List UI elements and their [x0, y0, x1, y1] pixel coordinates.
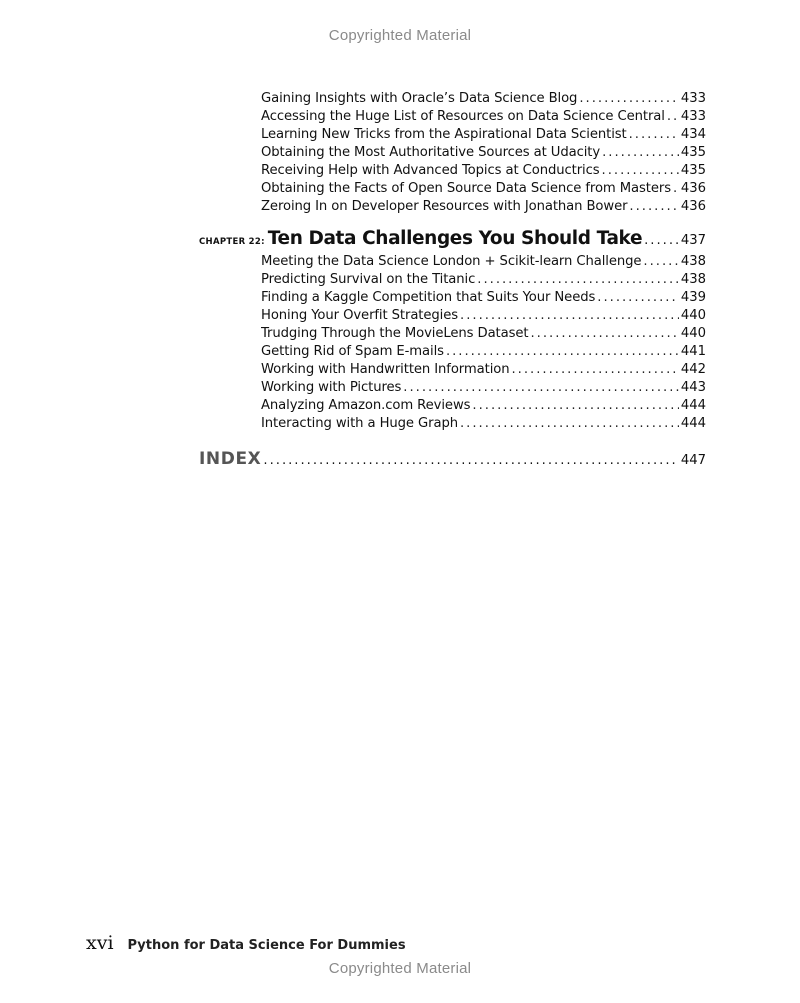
page-number: xvi — [86, 932, 114, 954]
dot-leader — [602, 162, 679, 180]
dot-leader — [579, 90, 678, 108]
toc-entry-title: Gaining Insights with Oracle’s Data Science Blog — [261, 91, 578, 106]
dot-leader — [263, 453, 678, 468]
toc-entry-page: 440 — [680, 308, 706, 323]
toc-entry-title: Trudging Through the MovieLens Dataset — [261, 326, 529, 341]
dot-leader — [673, 180, 679, 198]
chapter-page: 437 — [680, 233, 706, 248]
copyright-watermark-bottom: Copyrighted Material — [328, 960, 472, 977]
toc-entry-title: Accessing the Huge List of Resources on Data Science Central — [261, 109, 665, 124]
index-entry[interactable] — [199, 449, 706, 473]
toc-entry[interactable] — [261, 108, 706, 126]
toc-entry[interactable] — [261, 180, 706, 198]
toc-entry[interactable] — [261, 253, 706, 271]
toc-entry-title: Zeroing In on Developer Resources with Jonathan Bower — [261, 199, 628, 214]
toc-entry[interactable] — [261, 307, 706, 325]
dot-leader — [644, 233, 679, 248]
toc-entry[interactable] — [261, 198, 706, 216]
toc-entry[interactable] — [261, 271, 706, 289]
toc-entry-title: Honing Your Overfit Strategies — [261, 308, 459, 323]
toc-entry[interactable] — [261, 325, 706, 343]
toc-entry-page: 436 — [680, 181, 706, 196]
index-title: INDEX — [199, 449, 262, 469]
toc-entry-page: 435 — [680, 163, 706, 178]
toc-entry-title: Working with Pictures — [261, 380, 402, 395]
dot-leader — [472, 397, 678, 415]
toc-entry[interactable] — [261, 144, 706, 162]
toc-entry-page: 435 — [680, 145, 706, 160]
dot-leader — [597, 289, 679, 307]
toc-entry-title: Obtaining the Most Authoritative Sources at Udacity — [261, 145, 601, 160]
toc-entry-page: 439 — [680, 290, 706, 305]
toc-entry[interactable] — [261, 90, 706, 108]
toc-entry[interactable] — [261, 379, 706, 397]
toc-entry[interactable] — [261, 397, 706, 415]
toc-entry[interactable] — [261, 361, 706, 379]
toc-entry-page: 444 — [680, 416, 706, 431]
dot-leader — [403, 379, 679, 397]
toc-entry-page: 444 — [680, 398, 706, 413]
toc-entry-title: Learning New Tricks from the Aspirational Data Scientist — [261, 127, 627, 142]
chapter-heading[interactable] — [199, 228, 706, 254]
dot-leader — [446, 343, 679, 361]
toc-entry-title: Obtaining the Facts of Open Source Data Science from Masters — [261, 181, 671, 196]
toc-entry-title: Getting Rid of Spam E-mails — [261, 344, 444, 359]
toc-entry-title: Analyzing Amazon.com Reviews — [261, 398, 471, 413]
page-footer — [86, 932, 406, 954]
dot-leader — [643, 253, 678, 271]
dot-leader — [477, 271, 679, 289]
toc-entry-page: 441 — [680, 344, 706, 359]
toc-entry-page: 433 — [680, 109, 706, 124]
toc-entry-title: Meeting the Data Science London + Scikit-learn Challenge — [261, 254, 642, 269]
toc-entry-page: 438 — [680, 254, 706, 269]
dot-leader — [460, 307, 679, 325]
chapter-label: CHAPTER 22: — [199, 237, 265, 247]
toc-entry[interactable] — [261, 162, 706, 180]
toc-entry-title: Receiving Help with Advanced Topics at Conductrics — [261, 163, 600, 178]
toc-entry[interactable] — [261, 343, 706, 361]
toc-entry-page: 442 — [680, 362, 706, 377]
dot-leader — [512, 361, 679, 379]
toc-entry-page: 433 — [680, 91, 706, 106]
dot-leader — [460, 415, 679, 433]
toc-entry[interactable] — [261, 289, 706, 307]
toc-entry-page: 436 — [680, 199, 706, 214]
toc-entry[interactable] — [261, 126, 706, 144]
chapter-title: Ten Data Challenges You Should Take — [267, 228, 643, 249]
dot-leader — [667, 108, 679, 126]
toc-entry-page: 440 — [680, 326, 706, 341]
dot-leader — [602, 144, 679, 162]
toc-entry[interactable] — [261, 415, 706, 433]
toc-entry-page: 438 — [680, 272, 706, 287]
dot-leader — [629, 198, 678, 216]
toc-entry-title: Interacting with a Huge Graph — [261, 416, 458, 431]
toc-entry-page: 443 — [680, 380, 706, 395]
toc-entry-title: Finding a Kaggle Competition that Suits Your Needs — [261, 290, 596, 305]
toc-entry-page: 434 — [680, 127, 706, 142]
toc-entry-title: Predicting Survival on the Titanic — [261, 272, 476, 287]
book-title: Python for Data Science For Dummies — [127, 938, 406, 953]
dot-leader — [530, 325, 678, 343]
toc-entry-title: Working with Handwritten Information — [261, 362, 510, 377]
copyright-watermark-top: Copyrighted Material — [328, 27, 472, 44]
dot-leader — [629, 126, 679, 144]
index-page: 447 — [680, 453, 706, 468]
